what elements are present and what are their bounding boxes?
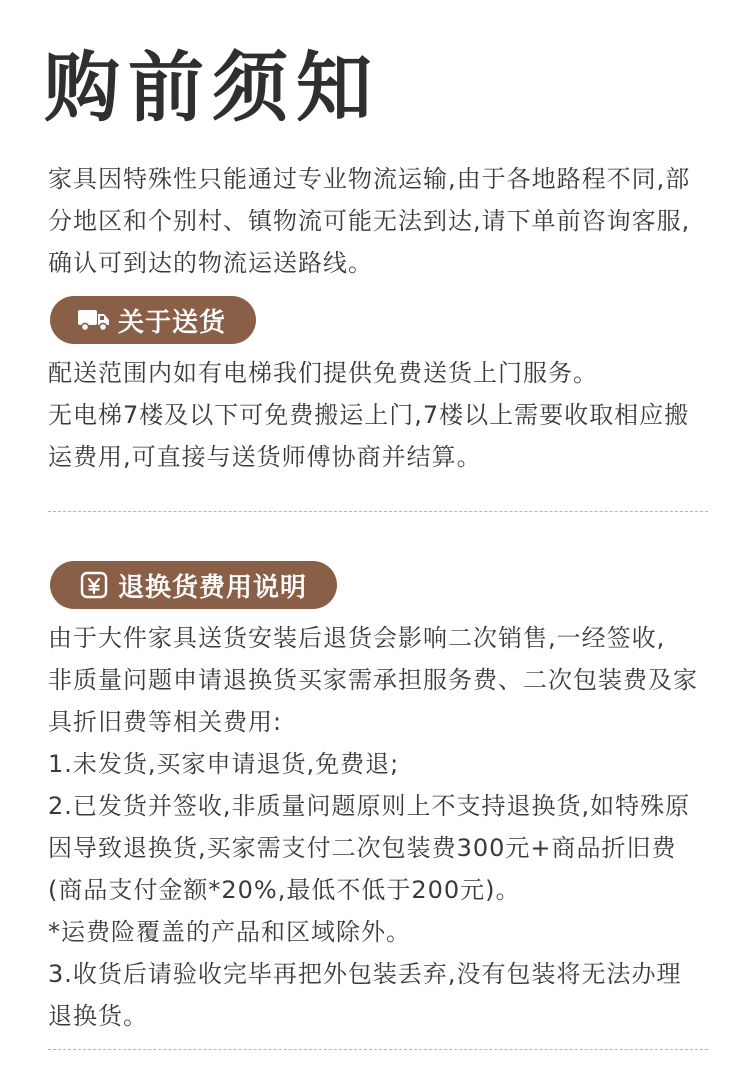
returns-line: 由于大件家具送货安装后退货会影响二次销售,一经签收, [48,624,666,652]
returns-line: 3.收货后请验收完毕再把外包装丢弃,没有包装将无法办理 [48,960,682,988]
returns-line: (商品支付金额*20%,最低不低于200元)。 [48,876,521,904]
returns-line: 因导致退换货,买家需支付二次包装费300元+商品折旧费 [48,834,677,862]
truck-icon [76,305,112,335]
returns-line: 具折旧费等相关费用: [48,708,283,736]
returns-line: 1.未发货,买家申请退货,免费退; [48,750,400,778]
section-divider [48,511,708,512]
section-divider [48,1049,708,1050]
intro-line: 确认可到达的物流运送路线。 [48,249,373,277]
returns-line: 2.已发货并签收,非质量问题原则上不支持退换货,如特殊原 [48,792,691,820]
intro-line: 家具因特殊性只能通过专业物流运输,由于各地路程不同,部 [48,165,691,193]
intro-paragraph [48,158,718,284]
page-title: 购前须知 [44,43,380,132]
returns-line: 退换货。 [48,1002,148,1030]
yen-receipt-icon [76,570,112,600]
delivery-line: 运费用,可直接与送货师傅协商并结算。 [48,443,482,471]
intro-line: 分地区和个别村、镇物流可能无法到达,请下单前咨询客服, [48,207,691,235]
delivery-paragraph [48,352,718,478]
returns-line: *运费险覆盖的产品和区域除外。 [48,918,411,946]
returns-badge-label: 退换货费用说明 [118,572,308,603]
returns-section-badge [50,561,337,609]
delivery-badge-label: 关于送货 [118,307,227,338]
delivery-section-badge [50,296,256,344]
returns-line: 非质量问题申请退换货买家需承担服务费、二次包装费及家 [48,666,698,694]
delivery-line: 配送范围内如有电梯我们提供免费送货上门服务。 [48,359,598,387]
delivery-line: 无电梯7楼及以下可免费搬运上门,7楼以上需要收取相应搬 [48,401,690,429]
returns-paragraph [48,617,718,1037]
